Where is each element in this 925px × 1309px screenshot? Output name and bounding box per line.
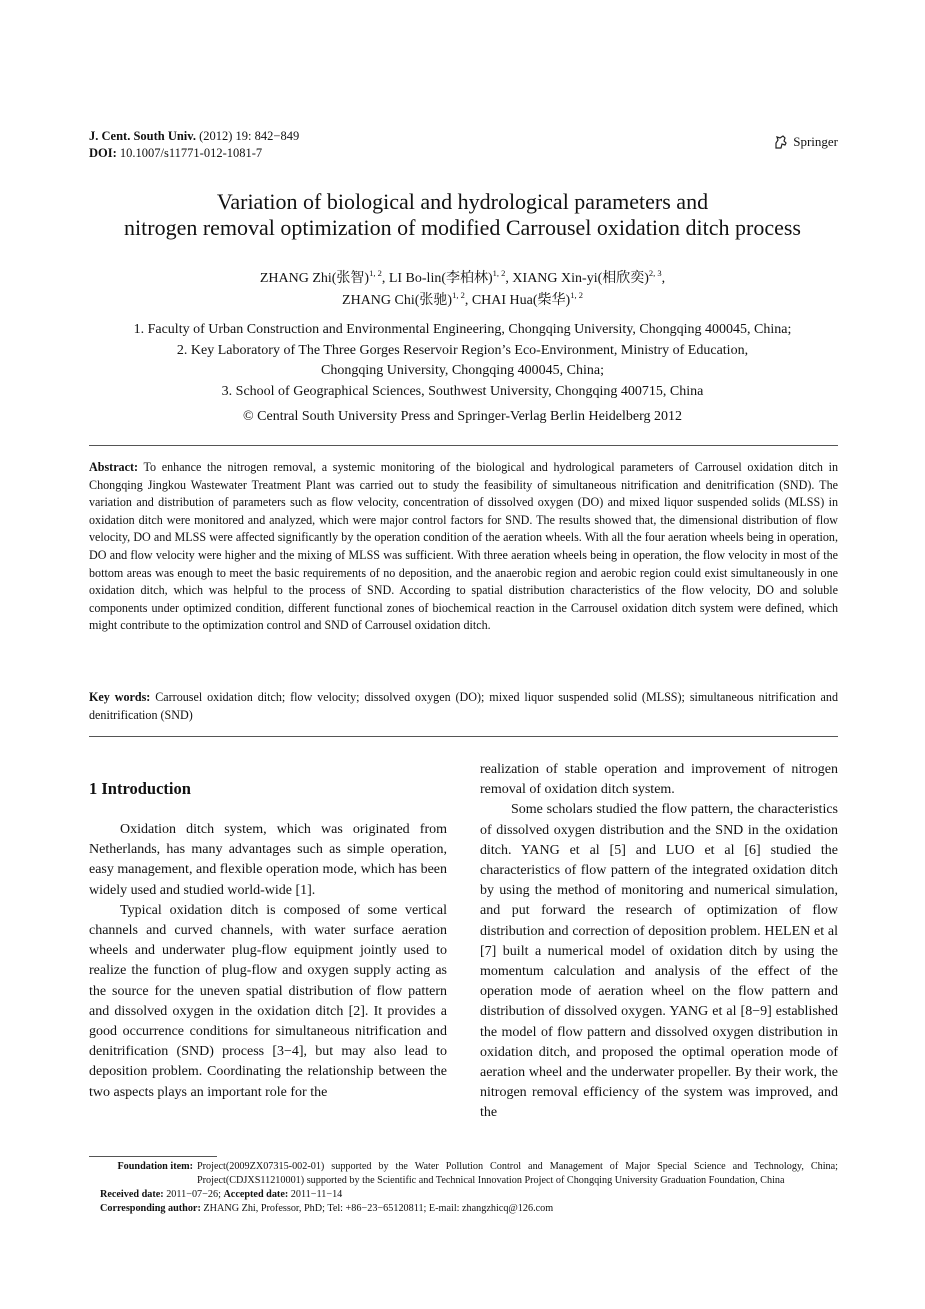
paragraph: realization of stable operation and improvement of nitrogen removal of oxidation ditch system. <box>480 762 838 798</box>
paragraph: Some scholars studied the flow pattern, the characteristics of dissolved oxygen distribution and the SND in the oxidation ditch. YANG et al [5] and LUO et al [6] studied the characteristics of flow pattern of the integrated oxidation ditch by using the method of monitoring and numerical simulation, and put forward the research of optimization of flow distribution and correction of deposition problem. HELEN et al [7] built a numerical model of oxidation ditch by using the momentum calculation and analysis of the effect of the operation mode of aeration wheel on the flow pattern and distribution of dissolved oxygen. YANG et al [8−9] established the model of flow pattern and dissolved oxygen distribution in oxidation ditch, and proposed the optimal operation mode of aeration wheel and the underwater propeller. By their work, the nitrogen removal efficiency of the system was improved, and the <box>480 802 838 1121</box>
divider <box>89 445 838 446</box>
keywords: Key words: Carrousel oxidation ditch; flow velocity; dissolved oxygen (DO); mixed liquor suspended solid (MLSS); simultaneous nitrification and denitrification (SND) <box>89 690 838 722</box>
paragraph: Oxidation ditch system, which was originated from Netherlands, has many advantages such as simple operation, easy management, and flexible operation mode, which has been widely used and studied world-wide [1]. <box>89 822 447 898</box>
doi-line: DOI: 10.1007/s11771-012-1081-7 <box>89 146 263 160</box>
affiliation-line: 2. Key Laboratory of The Three Gorges Reservoir Region’s Eco-Environment, Ministry of Education, <box>176 342 749 358</box>
journal-header <box>89 128 299 162</box>
body-column-left <box>89 820 447 1103</box>
footnotes <box>89 1160 838 1216</box>
author-list: ZHANG Zhi(张智)$^{1, 2}$, LI Bo-lin(李柏林)$^{1, 2}$, XIANG Xin-yi(相欣奕)$^{2, 3}$, ZHANG Chi(张驰)$^{1, 2}$, CHAI Hua(柴华)$^{1, 2}$ <box>259 268 666 308</box>
foundation-item: Foundation item: Project(2009ZX07315-002-01) supported by the Water Pollution Control and Management of Major Special Science and Technology, China; Project(CDJXS11210001) supported by the Scientific and Technical Innovation Project of Chongqing University Graduation Foundation, China <box>117 1161 838 1186</box>
paper-title: Variation of biological and hydrological parameters and nitrogen removal optimization of modified Carrousel oxidation ditch process <box>124 189 801 240</box>
affiliations <box>60 320 865 402</box>
section-heading: 1 Introduction <box>89 779 191 798</box>
divider <box>89 736 838 737</box>
copyright-notice: © Central South University Press and Springer-Verlag Berlin Heidelberg 2012 <box>243 409 682 424</box>
journal-citation: J. Cent. South Univ. (2012) 19: 842−849 <box>89 129 300 143</box>
paragraph: Typical oxidation ditch is composed of some vertical channels and curved channels, with water surface aeration wheels and underwater plug-flow equipment jointly used to realize the function of plug-flow and oxygen supply acting as the source for the uneven spatial distribution of flow pattern and dissolved oxygen in the oxidation ditch [2]. It provides a good occurrence conditions for simultaneous nitrification and denitrification (SND) process [3−4], but may also lead to deposition problem. Coordinating the relationship between the two aspects plays an important role for the <box>89 902 447 1100</box>
body-column-right <box>480 760 838 1124</box>
footnote-rule <box>89 1156 217 1157</box>
abstract: Abstract: To enhance the nitrogen removal, a systemic monitoring of the biological and hydrological parameters of Carrousel oxidation ditch in Chongqing Jingkou Wastewater Treatment Plant was carried out to study the feasibility of simultaneous nitrification and denitrification (SND). The variation and distribution of parameters such as flow velocity, concentration of dissolved oxygen (DO) and mixed liquor suspended solids (MLSS) in oxidation ditch were monitored and analyzed, which were major control factors for SND. The results showed that, the dimensional distribution of flow velocity, DO and MLSS were affected significantly by the operation condition of the aeration wheels. With all the four aeration wheels being in operation, DO and flow velocity were higher and the mixing of MLSS was sufficient. With three aeration wheels being in operation, the flow velocity in most of the bottom areas was enough to meet the basic requirements of no deposition, and the anaerobic region and aerobic region could exist simultaneously in one oxidation ditch, which was helpful to the process of SND. According to spatial distribution characteristics of the flow velocity, DO and soluble components under optimized condition, different functional zones of biochemical reaction in the Carrousel oxidation ditch system were defined, which might contribute to the optimization control and SND of Carrousel oxidation ditch. <box>89 460 838 633</box>
affiliation-line: 1. Faculty of Urban Construction and Environmental Engineering, Chongqing University, Chongqing 400045, China; <box>133 322 792 337</box>
affiliation-line: Chongqing University, Chongqing 400045, China; <box>321 363 604 378</box>
springer-horse-icon <box>773 134 789 150</box>
dates-line: Received date: 2011−07−26; Accepted date: 2011−11−14 <box>100 1189 343 1200</box>
corresponding-author: Corresponding author: ZHANG Zhi, Professor, PhD; Tel: +86−23−65120811; E-mail: zhangzhicq@126.com <box>100 1203 554 1214</box>
affiliation-line: 3. School of Geographical Sciences, Southwest University, Chongqing 400715, China <box>221 383 704 399</box>
doi-link[interactable]: 10.1007/s11771-012-1081-7 <box>116 146 263 160</box>
springer-logo: Springer <box>773 134 838 150</box>
